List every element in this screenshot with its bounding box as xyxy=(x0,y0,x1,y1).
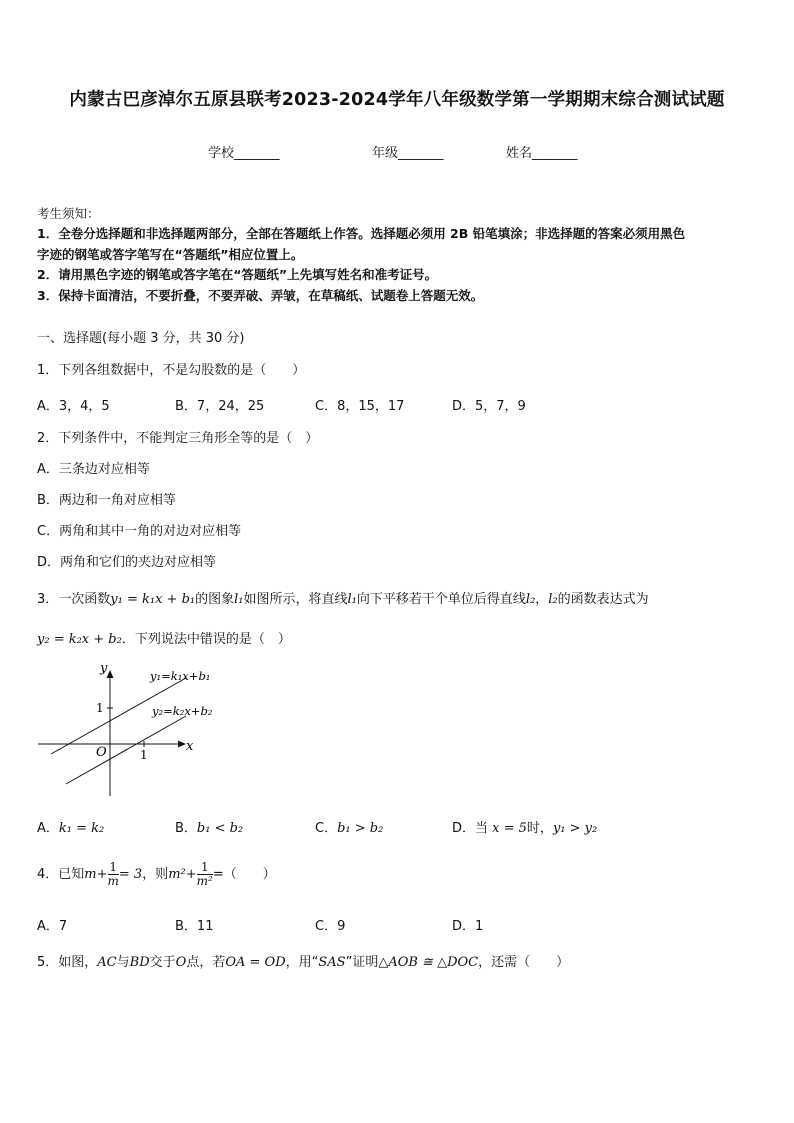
q1-option-b[interactable]: B．7，24，25 xyxy=(175,399,265,414)
line-l1-equation-label: y₁=k₁x+b₁ xyxy=(150,669,211,683)
q2-option-b[interactable]: B．两边和一角对应相等 xyxy=(37,493,176,508)
question-3-stem-line1: 3．一次函数y₁ = k₁x + b₁的图象l₁如图所示，将直线l₁向下平移若干个单位后得直线l₂，l₂的函数表达式为 xyxy=(37,592,649,607)
x-axis-arrow xyxy=(178,741,186,748)
school-field: 学校_______ xyxy=(208,146,280,161)
note-line: 2．请用黑色字迹的钢笔或答字笔在“答题纸”上先填写姓名和准考证号。 xyxy=(37,267,438,282)
name-field: 姓名_______ xyxy=(506,146,578,161)
equation-l1: y₁ = k₁x + b₁ xyxy=(110,592,196,607)
q3-option-d[interactable]: D．当 x = 5时，y₁ > y₂ xyxy=(452,821,598,836)
section-title: 一、选择题(每小题 3 分，共 30 分) xyxy=(37,331,245,346)
q4-option-b[interactable]: B．11 xyxy=(175,919,214,934)
y-tick-label: 1 xyxy=(96,701,104,715)
question-1-stem: 1．下列各组数据中，不是勾股数的是（ ） xyxy=(37,363,306,378)
q3-option-c[interactable]: C．b₁ > b₂ xyxy=(315,821,384,836)
q4-option-d[interactable]: D．1 xyxy=(452,919,484,934)
q1-option-a[interactable]: A．3，4，5 xyxy=(37,399,110,414)
question-2-stem: 2．下列条件中，不能判定三角形全等的是（ ） xyxy=(37,431,319,446)
q2-option-c[interactable]: C．两角和其中一角的对边对应相等 xyxy=(37,524,242,539)
line-l2 xyxy=(66,716,186,784)
note-line: 字迹的钢笔或答字笔写在“答题纸”相应位置上。 xyxy=(37,247,304,262)
line-l1-label: l₁ xyxy=(234,592,244,607)
notes-heading: 考生须知： xyxy=(37,206,100,221)
linear-function-graph xyxy=(36,658,226,800)
note-line: 3．保持卡面清洁，不要折叠，不要弄破、弄皱，在草稿纸、试题卷上答题无效。 xyxy=(37,288,484,303)
fraction-one-over-m-squared: $\frac{1}{\text{m²}}$ xyxy=(196,860,213,888)
q3-option-b[interactable]: B．b₁ < b₂ xyxy=(175,821,244,836)
line-l2-label: l₂ xyxy=(525,592,536,607)
question-4-stem: 4．已知m+ $\frac{1}{m}$ = 3，则m²+ $\frac{1}{\text{m²}}$ =（ ） xyxy=(37,860,276,888)
fraction-one-over-m: $\frac{1}{m}$ xyxy=(107,860,119,888)
x-axis-label: x xyxy=(186,739,194,754)
x-tick-label: 1 xyxy=(140,748,148,762)
q2-option-d[interactable]: D．两角和它们的夹边对应相等 xyxy=(37,555,217,570)
q3-option-a[interactable]: A．k₁ = k₂ xyxy=(37,821,105,836)
page-title: 内蒙古巴彦淖尔五原县联考2023-2024学年八年级数学第一学期期末综合测试试题 xyxy=(69,90,725,110)
equation-l2: y₂ = k₂x + b₂ xyxy=(37,632,122,647)
line-l2-equation-label: y₂=k₂x+b₂ xyxy=(152,704,213,718)
q1-option-d[interactable]: D．5，7，9 xyxy=(452,399,526,414)
y-axis-label: y xyxy=(100,661,108,676)
note-line: 1．全卷分选择题和非选择题两部分，全部在答题纸上作答。选择题必须用 2B 铅笔填涂；非选择题的答案必须用黑色 xyxy=(37,226,686,241)
q2-option-a[interactable]: A．三条边对应相等 xyxy=(37,462,150,477)
q4-option-a[interactable]: A．7 xyxy=(37,919,68,934)
question-3-stem-line2: y₂ = k₂x + b₂．下列说法中错误的是（ ） xyxy=(37,632,291,647)
grade-field: 年级_______ xyxy=(372,146,444,161)
y-axis-arrow xyxy=(107,670,114,678)
q4-option-c[interactable]: C．9 xyxy=(315,919,346,934)
question-5-stem: 5．如图，AC与BD交于O点，若OA = OD，用“SAS”证明△AOB ≅ △DOC，还需（ ） xyxy=(37,955,570,970)
origin-label: O xyxy=(96,745,107,760)
q1-option-c[interactable]: C．8，15，17 xyxy=(315,399,405,414)
